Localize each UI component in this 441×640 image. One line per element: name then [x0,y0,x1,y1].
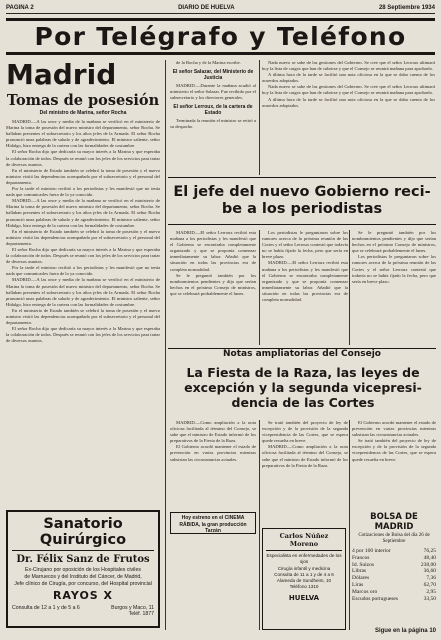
article-column [262,420,348,510]
article-paragraph: Por la tarde el ministro recibió a los periodistas y les manifestó que no tenía nada que comunicarles fuera de lo ya conocido. [6,265,160,277]
article-paragraph: Terminada la reunión el ministro se retiró a su despacho. [170,118,256,130]
article-column [352,420,436,510]
notice-line: RÁBIDA, la gran producción [179,521,247,528]
article-subheading: Del ministro de Marina, señor Rocha [39,110,127,116]
issue-date: 28 Septiembre 1934 [378,5,435,11]
article-column [170,230,256,345]
article-paragraph: MADRID.—El señor Lerroux recibió esta mañana a los periodistas y les manifestó que el Gobierno se encontraba completamente organizado y que se proponía comenzar inmediatamente su labor. Añadió que la situación en todas las provincias era de completa normalidad. [170,230,256,272]
bolsa-quote-row [352,555,436,562]
column-divider [259,230,260,345]
article-paragraph: MADRID.—Como ampliación a la nota oficiosa facilitada al término del Consejo, se sabe que el ministro de Estado informó de los preparativos de la Fiesta de la Raza. [170,420,256,444]
ad-line: Alameda de Sundheim, 10 [276,578,332,584]
bolsa-quote-value: 2,95 [426,588,436,595]
ad-town: HUELVA [288,593,320,602]
article-paragraph: El Gobierno acordó mantener el estado de prevención en varias provincias mientras subsistan las circunstancias actuales. [352,420,436,438]
bolsa-quote-row [352,575,436,582]
ad-line: Teléfono 1310 [289,584,319,590]
headline-line: be a los periodistas [221,201,383,217]
notice-line: Tarzán [205,528,221,534]
article-paragraph: MADRID.—El señor Lerroux recibió esta mañana a los periodistas y les manifestó que el Gobierno se encontraba completamente organizado y que se proponía comenzar inmediatamente su labor. Añadió que la situación en todas las provincias era de completa normalidad. [262,260,348,303]
article-paragraph: A última hora de la tarde se facilitó una nota oficiosa en la que se daba cuenta de los acuerdos adoptados. [262,72,435,84]
ad-line: Consulta de 11 a 1 y de 4 a 6 [274,571,334,577]
article-paragraph: Se trató también del proyecto de ley de excepción y de la provisión de la segunda vicepresidencia de las Cortes, que se espera quede resuelta en breve. [262,420,348,444]
article-paragraph: MADRID.—Como ampliación a la nota oficiosa facilitada al término del Consejo, se sabe que el ministro de Estado informó de los preparativos de la Fiesta de la Raza. [262,444,348,468]
ad-line: Especialista en enfermedades de los ojos [266,553,342,565]
bolsa-subtitle: Cotizaciones de Bolsa del día 26 de Septiembre [358,533,430,544]
page-number: PAGINA 2 [6,5,34,11]
article-paragraph: MADRID.—A las once y media de la mañana se verificó en el ministerio de Marina la toma de posesión del nuevo ministro del departamento, señor Rocha. Se hallaban presentes el subsecretario y los altos jefes de la Armada. El señor Rocha pronunció unas palabras de saludo y de agradecimiento. El ministro saliente, señor Hidalgo, hizo entrega de la cartera con las formalidades de costumbre. [6,119,160,149]
ad-line: Jefe clínico de Cirugía, por concurso, del Hospital provincial [14,580,152,587]
newspaper-name: DIARIO DE HUELVA [178,5,235,11]
ad-address: Burgos y Maco, 11 [111,605,154,612]
ad-consulta-hours: Consulta de 12 a 1 y de 5 a 6 [12,605,80,612]
article-paragraph: Los periodistas le preguntaron sobre los rumores acerca de la próxima reunión de las Cortes y el señor Lerroux contestó que todavía no se había fijado la fecha, pero que sería en breve plazo. [262,230,348,260]
article-column [352,230,436,345]
article-column [262,230,348,345]
bolsa-quote-label: Libras [352,568,367,575]
article-paragraph: Nada nuevo se sabe de las gestiones del Gobierno. Se cree que el señor Lerroux ultimará hoy la lista de cargos que han de cubrirse y que el Consejo se reunirá mañana para aprobarla. [262,84,435,96]
madrid-column [6,60,160,500]
article-paragraph: Se trató también del proyecto de ley de excepción y de la provisión de la segunda vicepresidencia de las Cortes, que se espera quede resuelta en breve. [352,438,436,462]
ad-doctor-name: Dr. Félix Sanz de Frutos [16,554,150,565]
article-paragraph: Nada nuevo se sabe de las gestiones del Gobierno. Se cree que el señor Lerroux ultimará hoy la lista de cargos que han de cubrirse y que el Consejo se reunirá mañana para aprobarla. [262,60,435,72]
section-subtitle: Notas ampliatorias del Consejo [168,348,436,362]
article-paragraph: MADRID.—A las once y media de la mañana se verificó en el ministerio de Marina la toma de posesión del nuevo ministro del departamento, señor Rocha. Se hallaban presentes el subsecretario y los altos jefes de la Armada. El señor Rocha pronunció unas palabras de saludo y de agradecimiento. El ministro saliente, señor Hidalgo, hizo entrega de la cartera con las formalidades de costumbre. [6,198,160,228]
article-paragraph: MADRID.—A las once y media de la mañana se verificó en el ministerio de Marina la toma de posesión del nuevo ministro del departamento, señor Rocha. Se hallaban presentes el subsecretario y los altos jefes de la Armada. El señor Rocha pronunció unas palabras de saludo y de agradecimiento. El ministro saliente, señor Hidalgo, hizo entrega de la cartera con las formalidades de costumbre. [6,277,160,307]
ad-line: de Marruecos y del Instituto del Cáncer, de Madrid, [24,573,142,580]
bolsa-quote-value: 7,36 [426,575,436,582]
bolsa-quote-label: Escudos portugueses [352,595,398,602]
bolsa-quote-list [352,548,436,602]
lerroux-headline-box [168,177,436,225]
article-subheading: El señor Lerroux, de la cartera de Estado [173,104,253,117]
bolsa-quote-value: 238,00 [420,561,436,568]
stock-exchange-box [352,512,436,628]
headline-line: dencia de las Cortes [231,395,375,410]
ad-line: Ex-Cirujano por oposición de los Hospitales civiles [25,567,141,573]
column-divider [165,60,166,630]
fiesta-headline-box [170,365,436,417]
column-divider [349,230,350,345]
article-headline: Tomas de posesión [6,92,160,109]
article-column [170,420,256,510]
ad-rayos-x: RAYOS X [52,589,114,603]
section-title: Por Telégrafo y Teléfono [34,22,407,51]
city-heading: Madrid [6,60,117,91]
bolsa-quote-label: Id. Suizos [352,561,374,568]
page-header-strip [6,3,435,14]
article-paragraph: En el ministerio de Estado también se celebró la toma de posesión y el nuevo ministro visitó las dependencias acompañado por el subsecretario y el personal del departamento. [6,307,160,326]
bolsa-quote-value: 36,60 [423,568,436,575]
column-divider [349,420,350,630]
bolsa-quote-label: Dólares [352,575,370,582]
article-paragraph: Por la tarde el ministro recibió a los periodistas y les manifestó que no tenía nada que comunicarles fuera de lo ya conocido. [6,186,160,198]
ad-title: Carlos Núñez Moreno [266,532,342,551]
ad-phone: Teléf. 1877 [128,611,154,618]
article-paragraph: MADRID.—Durante la mañana acudió al ministerio el señor Salazar. Fue recibido por el subsecretario y los directores generales. [170,83,256,101]
article-paragraph: Se le preguntó también por los nombramientos pendientes y dijo que serían hechos en el próximo Consejo de ministros, que se celebrará probablemente el lunes. [352,230,436,254]
ad-title: Sanatorio Quirúrgico [12,516,154,551]
notice-line: Hoy estreno en el CINEMA [181,515,245,521]
bolsa-quote-row [352,589,436,596]
bolsa-quote-value: 76,25 [423,548,436,554]
bolsa-quote-value: 62,70 [423,581,436,588]
article-subheading: El señor Salazar, del Ministerio de Justicia [172,69,254,82]
oculist-advertisement [262,528,346,630]
article-paragraph: Se le preguntó también por los nombramientos pendientes y dijo que serían hechos en el próximo Consejo de ministros, que se celebrará probablemente el lunes. [170,272,256,296]
continued-on-page: Sigue en la página 10 [374,628,436,634]
article-paragraph: En el ministerio de Estado también se celebró la toma de posesión y el nuevo ministro visitó las dependencias acompañado por el subsecretario y el personal del departamento. [6,228,160,246]
headline-line: El jefe del nuevo Gobierno reci- [173,184,431,200]
column-divider [259,420,260,630]
article-paragraph: A última hora de la tarde se facilitó una nota oficiosa en la que se daba cuenta de los acuerdos adoptados. [262,96,435,108]
headline-line: La Fiesta de la Raza, las leyes de [186,365,420,380]
headline-line: excepción y la segunda vicepresi- [184,380,422,395]
bolsa-quote-row [352,562,436,569]
bolsa-quote-row [352,582,436,589]
bolsa-quote-label: Marcos oro [352,588,378,595]
bolsa-quote-row [352,568,436,575]
cinema-notice [170,512,256,534]
article-paragraph: El señor Rocha dijo que dedicaría su mayor interés a la Marina y que esperaba la colaboración de todos. Después se reunió con los jefes de los servicios para tratar de diversos asuntos. [6,326,160,344]
bolsa-title: BOLSA DE MADRID [370,512,418,532]
bolsa-quote-label: 4 por 100 interior [352,548,391,554]
article-paragraph: El Gobierno acordó mantener el estado de prevención en varias provincias mientras subsistan las circunstancias actuales. [170,444,256,462]
column-divider [259,60,260,175]
article-paragraph: Los periodistas le preguntaron sobre los rumores acerca de la próxima reunión de las Cortes y el señor Lerroux contestó que todavía no se había fijado la fecha, pero que sería en breve plazo. [352,254,436,284]
sanatorio-advertisement [6,510,160,628]
bolsa-quote-row [352,596,436,603]
article-paragraph: En el ministerio de Estado también se celebró la toma de posesión y el nuevo ministro visitó las dependencias acompañado por el subsecretario y el personal del departamento. [6,167,160,185]
justice-column [170,60,256,170]
bolsa-quote-label: Liras [352,581,364,588]
article-paragraph: El señor Rocha dijo que dedicaría su mayor interés a la Marina y que esperaba la colaboración de todos. Después se reunió con los jefes de los servicios para tratar de diversos asuntos. [6,246,160,265]
article-paragraph: El señor Rocha dijo que dedicaría su mayor interés a la Marina y que esperaba la colaboración de todos. Después se reunió con los jefes de los servicios para tratar de diversos asuntos. [6,149,160,167]
government-column [262,60,435,170]
bolsa-quote-value: 33,50 [423,595,436,602]
bolsa-quote-row [352,548,436,555]
article-paragraph: de la Rocha y de la Marina escribe. [176,60,241,65]
bolsa-quote-value: 48,40 [423,554,436,561]
section-banner [6,18,435,55]
bolsa-quote-label: Francos [352,554,370,561]
ad-line: Cirugía infantil y medicina [277,565,331,571]
